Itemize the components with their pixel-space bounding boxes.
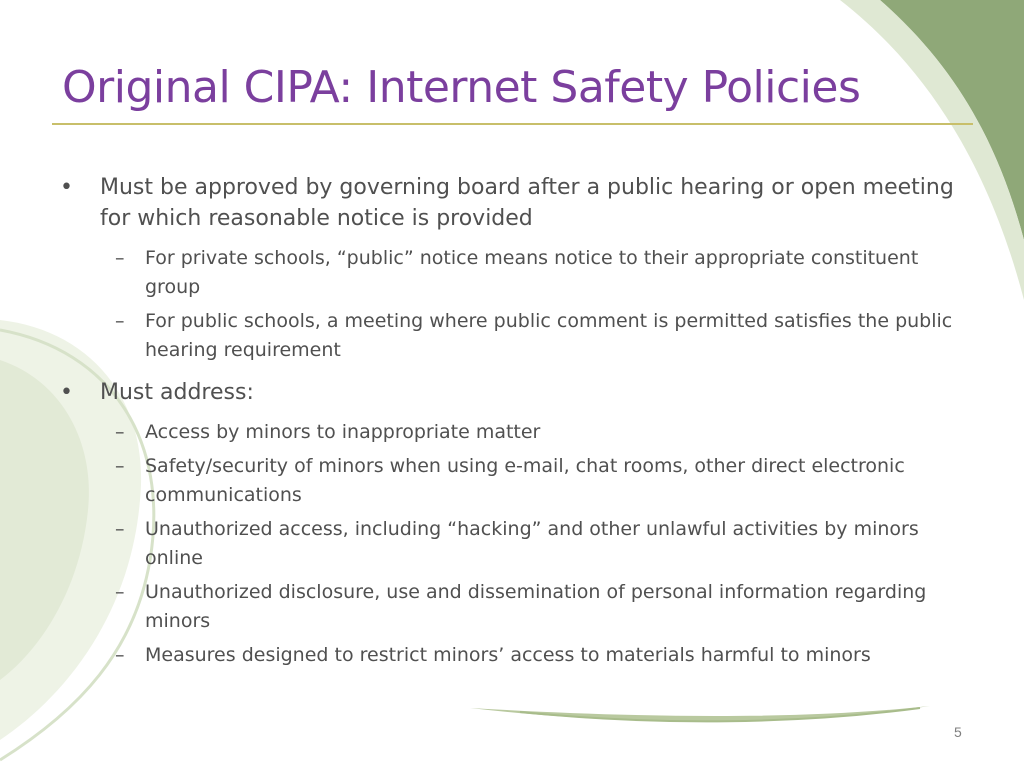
sub-bullet-item bbox=[60, 515, 960, 573]
sub-bullet-item bbox=[60, 244, 960, 302]
sub-bullet-text: Unauthorized access, including “hacking” and other unlawful activities by minors online bbox=[145, 518, 919, 569]
sub-bullet-text: For public schools, a meeting where public comment is permitted satisfies the public hearing requirement bbox=[145, 310, 953, 361]
sub-bullet-marker: – bbox=[115, 644, 125, 666]
sub-bullet-marker: – bbox=[115, 518, 125, 540]
bullet-item bbox=[60, 377, 960, 408]
sub-bullet-text: Measures designed to restrict minors’ access to materials harmful to minors bbox=[145, 644, 871, 666]
sub-bullet-item bbox=[60, 641, 960, 670]
sub-bullet-item bbox=[60, 452, 960, 510]
sub-bullet-text: For private schools, “public” notice means notice to their appropriate constituent group bbox=[145, 247, 919, 298]
sub-bullet-item bbox=[60, 578, 960, 636]
bullet-text: Must be approved by governing board after a public hearing or open meeting for which reasonable notice is provided bbox=[100, 175, 954, 231]
sub-bullet-marker: – bbox=[115, 455, 125, 477]
sub-bullet-marker: – bbox=[115, 310, 125, 332]
slide-title: Original CIPA: Internet Safety Policies bbox=[62, 62, 861, 113]
bullet-item bbox=[60, 172, 960, 234]
sub-bullet-item bbox=[60, 307, 960, 365]
sub-bullet-marker: – bbox=[115, 581, 125, 603]
slide-content bbox=[60, 172, 960, 682]
bullet-marker: • bbox=[60, 175, 73, 200]
bullet-marker: • bbox=[60, 380, 73, 405]
sub-bullet-list bbox=[60, 244, 960, 365]
sub-bullet-list bbox=[60, 418, 960, 670]
bullet-text: Must address: bbox=[100, 380, 254, 405]
title-underline bbox=[52, 123, 973, 125]
sub-bullet-marker: – bbox=[115, 421, 125, 443]
sub-bullet-text: Access by minors to inappropriate matter bbox=[145, 421, 541, 443]
page-number: 5 bbox=[954, 724, 962, 740]
sub-bullet-text: Unauthorized disclosure, use and dissemination of personal information regarding minors bbox=[145, 581, 927, 632]
sub-bullet-item bbox=[60, 418, 960, 447]
sub-bullet-text: Safety/security of minors when using e-mail, chat rooms, other direct electronic communications bbox=[145, 455, 905, 506]
sub-bullet-marker: – bbox=[115, 247, 125, 269]
